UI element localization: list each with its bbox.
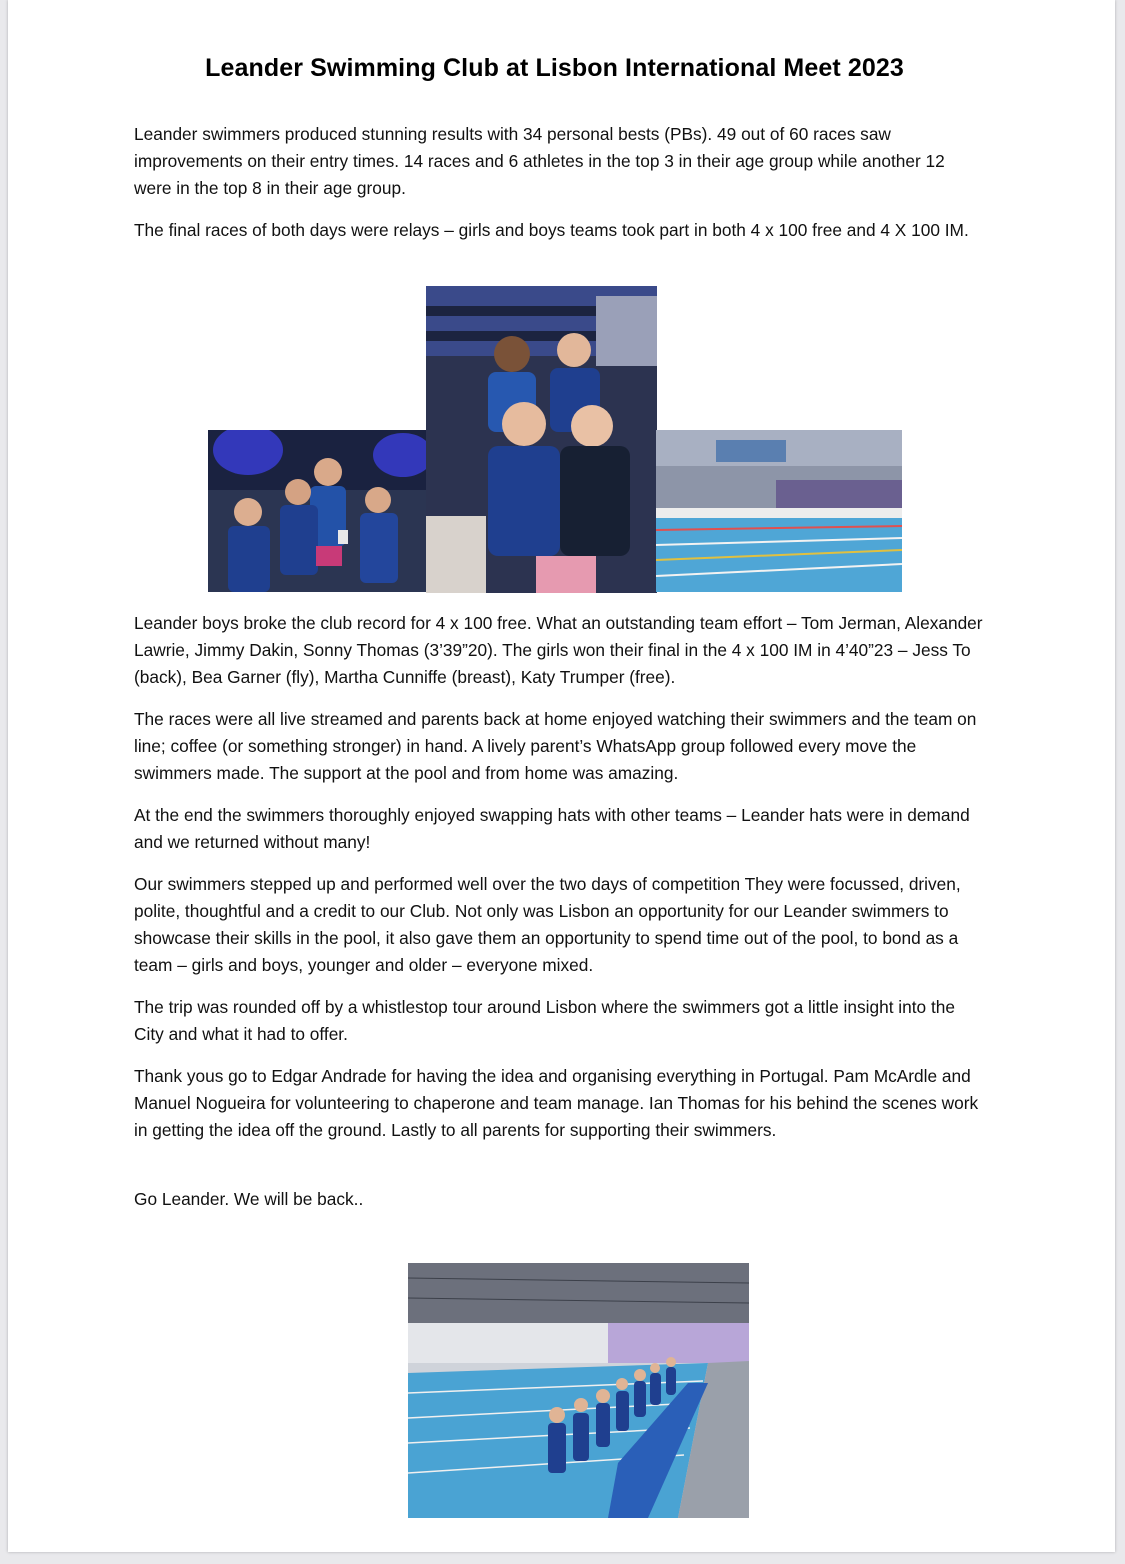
paragraph-live-stream: The races were all live streamed and parents back at home enjoyed watching their swimmers and the team on line; coffee (or something stronger) in hand. A lively parent’s WhatsApp group followed every move the swimmers made. The support at the pool and from home was amazing.	[134, 709, 977, 783]
paragraph-tour: The trip was rounded off by a whistlestop tour around Lisbon where the swimmers got a little insight into the City and what it had to offer.	[134, 997, 955, 1044]
paragraph-performance: Our swimmers stepped up and performed well over the two days of competition They were focussed, driven, polite, thoughtful and a credit to our Club. Not only was Lisbon an opportunity for our Leander swimmers to showcase their skills in the pool, it also gave them an opportunity to spend time out of the pool, to bond as a team – girls and boys, younger and older – everyone mixed.	[134, 874, 961, 975]
photo-boys-relay-team	[208, 430, 428, 592]
photo-team-at-pool	[408, 1263, 749, 1518]
paragraph-thanks: Thank yous go to Edgar Andrade for having the idea and organising everything in Portugal. Pam McArdle and Manuel Nogueira for volunteering to chaperone and team manage. Ian Thomas for his behind the scenes work in getting the idea off the ground. Lastly to all parents for supporting their swimmers.	[134, 1066, 979, 1140]
photo-girls-relay-team	[426, 286, 657, 593]
paragraph-results: Leander swimmers produced stunning results with 34 personal bests (PBs). 49 out of 60 races saw improvements on their entry times. 14 races and 6 athletes in the top 3 in their age group while another 12 were in the top 8 in their age group.	[134, 124, 945, 198]
paragraph-closing: Go Leander. We will be back..	[134, 1189, 364, 1209]
paragraph-hats: At the end the swimmers thoroughly enjoyed swapping hats with other teams – Leander hats were in demand and we returned without many!	[134, 805, 970, 852]
page-title: Leander Swimming Club at Lisbon International Meet 2023	[205, 54, 904, 82]
photo-pool-race	[656, 430, 902, 592]
paragraph-relays: The final races of both days were relays – girls and boys teams took part in both 4 x 100 free and 4 X 100 IM.	[134, 220, 969, 240]
paragraph-records: Leander boys broke the club record for 4 x 100 free. What an outstanding team effort – Tom Jerman, Alexander Lawrie, Jimmy Dakin, Sonny Thomas (3’39”20). The girls won their final in the 4 x 100 IM in 4’40”23 – Jess To (back), Bea Garner (fly), Martha Cunniffe (breast), Katy Trumper (free).	[134, 613, 983, 687]
